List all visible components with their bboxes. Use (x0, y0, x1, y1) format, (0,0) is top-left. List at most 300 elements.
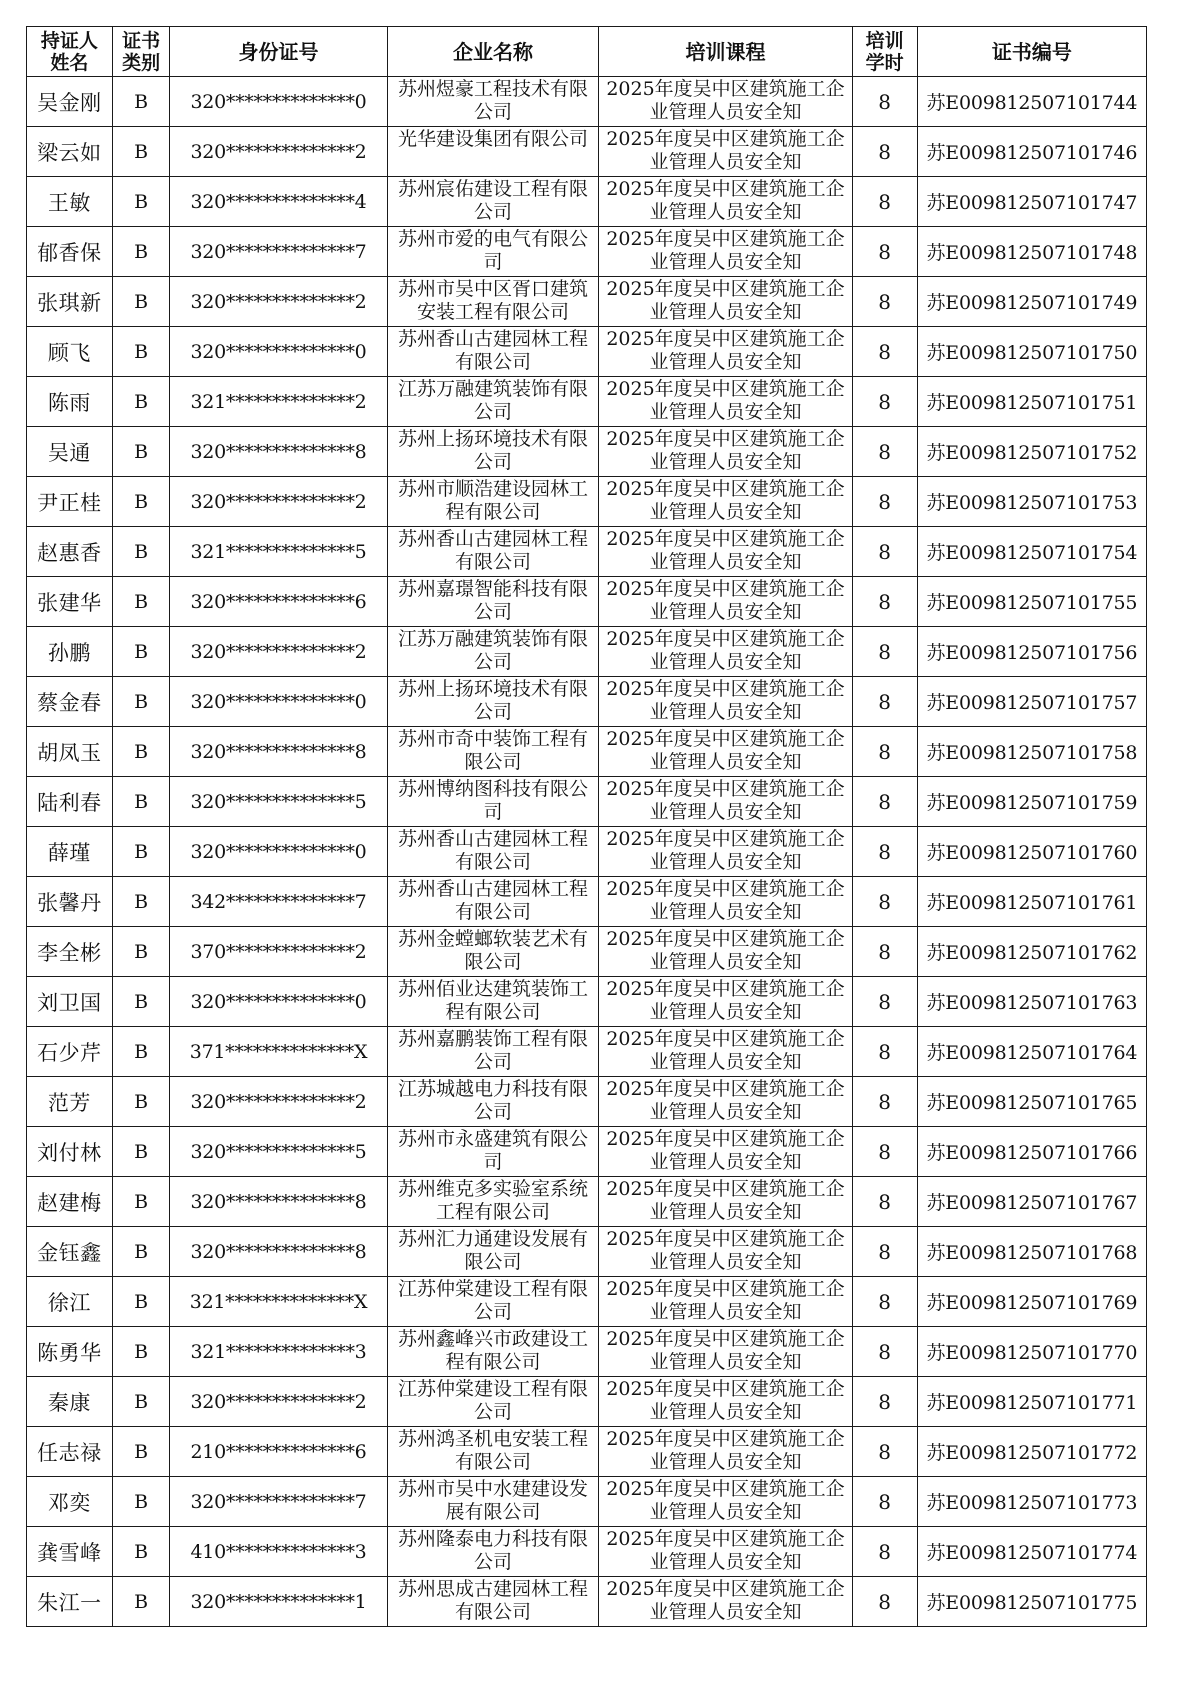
cell-training-course-text: 2025年度吴中区建筑施工企业管理人员安全知 (606, 1278, 845, 1323)
cell-training-course (599, 1527, 852, 1577)
cell-company-name-text: 苏州鑫峰兴市政建设工程有限公司 (398, 1328, 589, 1373)
cell-training-course (599, 477, 852, 527)
table-row (27, 1427, 1147, 1477)
cell-company-name-text: 苏州香山古建园林工程有限公司 (398, 328, 589, 373)
header-holder-name-line2: 姓名 (50, 51, 89, 74)
cell-training-course (599, 1027, 852, 1077)
cell-company-name (387, 1127, 599, 1177)
cell-training-course (599, 527, 852, 577)
header-id-number: 身份证号 (170, 27, 387, 77)
cell-cert-number: 苏E009812507101771 (917, 1377, 1146, 1427)
cell-training-hours: 8 (852, 527, 917, 577)
cell-cert-number: 苏E009812507101749 (917, 277, 1146, 327)
cell-cert-category: B (112, 227, 170, 277)
cell-holder-name: 梁云如 (27, 127, 113, 177)
cell-holder-name: 王敏 (27, 177, 113, 227)
cell-cert-number: 苏E009812507101768 (917, 1227, 1146, 1277)
cell-training-hours: 8 (852, 427, 917, 477)
cell-holder-name: 吴通 (27, 427, 113, 477)
cell-training-course-text: 2025年度吴中区建筑施工企业管理人员安全知 (606, 478, 845, 523)
cell-training-course (599, 927, 852, 977)
cell-cert-category: B (112, 327, 170, 377)
cell-id-number: 320**************7 (170, 1477, 387, 1527)
cell-id-number: 320**************5 (170, 777, 387, 827)
cell-holder-name: 郁香保 (27, 227, 113, 277)
table-row (27, 627, 1147, 677)
cell-training-course (599, 1577, 852, 1627)
cell-company-name (387, 1277, 599, 1327)
cell-company-name-text: 苏州鸿圣机电安装工程有限公司 (398, 1428, 589, 1473)
cell-cert-category: B (112, 527, 170, 577)
cell-id-number: 321**************3 (170, 1327, 387, 1377)
cell-id-number: 320**************5 (170, 1127, 387, 1177)
table-row (27, 977, 1147, 1027)
table-body (27, 77, 1147, 1627)
cell-holder-name: 陈雨 (27, 377, 113, 427)
cell-training-hours: 8 (852, 577, 917, 627)
cell-cert-category: B (112, 977, 170, 1027)
cell-cert-category: B (112, 127, 170, 177)
cell-company-name-text: 苏州思成古建园林工程有限公司 (398, 1578, 589, 1623)
table-row (27, 1077, 1147, 1127)
cell-training-course-text: 2025年度吴中区建筑施工企业管理人员安全知 (606, 1028, 845, 1073)
cell-cert-category: B (112, 677, 170, 727)
cell-cert-category: B (112, 177, 170, 227)
cell-training-course (599, 1477, 852, 1527)
cell-training-course (599, 727, 852, 777)
cell-company-name (387, 727, 599, 777)
header-holder-name (27, 27, 113, 77)
cell-cert-category: B (112, 777, 170, 827)
certificate-table-sheet (26, 26, 1147, 1627)
cell-cert-number: 苏E009812507101757 (917, 677, 1146, 727)
header-cert-category-line2: 类别 (122, 51, 161, 74)
cell-cert-category: B (112, 627, 170, 677)
cell-training-hours: 8 (852, 1177, 917, 1227)
cell-holder-name: 邓奕 (27, 1477, 113, 1527)
cell-training-course-text: 2025年度吴中区建筑施工企业管理人员安全知 (606, 1328, 845, 1373)
cell-company-name-text: 苏州市吴中水建建设发展有限公司 (398, 1478, 589, 1523)
header-training-course: 培训课程 (599, 27, 852, 77)
cell-holder-name: 朱江一 (27, 1577, 113, 1627)
cell-cert-number: 苏E009812507101762 (917, 927, 1146, 977)
cell-cert-category: B (112, 877, 170, 927)
cell-training-course (599, 1177, 852, 1227)
cell-training-course-text: 2025年度吴中区建筑施工企业管理人员安全知 (606, 628, 845, 673)
table-row (27, 877, 1147, 927)
cell-company-name-text: 苏州宸佑建设工程有限公司 (398, 178, 589, 223)
cell-company-name (387, 527, 599, 577)
cell-cert-number: 苏E009812507101748 (917, 227, 1146, 277)
cell-id-number: 320**************8 (170, 427, 387, 477)
cell-training-hours: 8 (852, 727, 917, 777)
cell-cert-category: B (112, 1577, 170, 1627)
cell-cert-category: B (112, 1077, 170, 1127)
cell-training-course (599, 1077, 852, 1127)
cell-training-course-text: 2025年度吴中区建筑施工企业管理人员安全知 (606, 328, 845, 373)
header-cert-category (112, 27, 170, 77)
cell-company-name-text: 苏州博纳图科技有限公司 (398, 778, 589, 823)
cell-training-course (599, 227, 852, 277)
header-row (27, 27, 1147, 77)
cell-id-number: 320**************0 (170, 327, 387, 377)
cell-training-hours: 8 (852, 827, 917, 877)
cell-training-hours: 8 (852, 1027, 917, 1077)
cell-company-name-text: 苏州香山古建园林工程有限公司 (398, 528, 589, 573)
cell-cert-category: B (112, 1177, 170, 1227)
header-cert-number: 证书编号 (917, 27, 1146, 77)
cell-company-name-text: 苏州汇力通建设发展有限公司 (398, 1228, 589, 1273)
cell-cert-category: B (112, 1527, 170, 1577)
cell-cert-number: 苏E009812507101751 (917, 377, 1146, 427)
cell-holder-name: 陆利春 (27, 777, 113, 827)
table-row (27, 777, 1147, 827)
cell-id-number: 320**************2 (170, 1077, 387, 1127)
cell-training-hours: 8 (852, 477, 917, 527)
cell-id-number: 320**************8 (170, 727, 387, 777)
table-row (27, 577, 1147, 627)
cell-training-course-text: 2025年度吴中区建筑施工企业管理人员安全知 (606, 578, 845, 623)
cell-id-number: 320**************2 (170, 477, 387, 527)
cell-training-course-text: 2025年度吴中区建筑施工企业管理人员安全知 (606, 178, 845, 223)
table-row (27, 527, 1147, 577)
cell-cert-number: 苏E009812507101750 (917, 327, 1146, 377)
cell-cert-number: 苏E009812507101755 (917, 577, 1146, 627)
cell-training-hours: 8 (852, 977, 917, 1027)
cell-company-name-text: 江苏万融建筑装饰有限公司 (398, 378, 589, 423)
table-row (27, 327, 1147, 377)
cell-training-course (599, 177, 852, 227)
cell-company-name-text: 光华建设集团有限公司 (398, 128, 589, 150)
table-row (27, 1227, 1147, 1277)
cell-holder-name: 张馨丹 (27, 877, 113, 927)
cell-training-course (599, 1327, 852, 1377)
cell-cert-category: B (112, 727, 170, 777)
cell-training-hours: 8 (852, 677, 917, 727)
cell-company-name-text: 江苏万融建筑装饰有限公司 (398, 628, 589, 673)
cell-training-hours: 8 (852, 1527, 917, 1577)
cell-cert-number: 苏E009812507101773 (917, 1477, 1146, 1527)
cell-company-name (387, 1527, 599, 1577)
header-training-hours-line1: 培训 (865, 29, 904, 52)
cell-cert-number: 苏E009812507101772 (917, 1427, 1146, 1477)
cell-training-hours: 8 (852, 1477, 917, 1527)
cell-cert-category: B (112, 427, 170, 477)
cell-cert-number: 苏E009812507101775 (917, 1577, 1146, 1627)
table-row (27, 1027, 1147, 1077)
table-row (27, 427, 1147, 477)
cell-training-course (599, 1227, 852, 1277)
cell-company-name-text: 苏州市爱的电气有限公司 (398, 228, 589, 273)
cell-cert-category: B (112, 77, 170, 127)
table-row (27, 177, 1147, 227)
cell-training-hours: 8 (852, 1127, 917, 1177)
cell-training-course (599, 77, 852, 127)
cell-cert-category: B (112, 1327, 170, 1377)
cell-id-number: 320**************2 (170, 627, 387, 677)
cell-company-name (387, 677, 599, 727)
cell-training-hours: 8 (852, 127, 917, 177)
certificate-table (26, 26, 1147, 1627)
cell-training-hours: 8 (852, 877, 917, 927)
cell-training-course-text: 2025年度吴中区建筑施工企业管理人员安全知 (606, 1428, 845, 1473)
cell-holder-name: 赵惠香 (27, 527, 113, 577)
table-row (27, 1477, 1147, 1527)
cell-holder-name: 顾飞 (27, 327, 113, 377)
cell-company-name (387, 577, 599, 627)
cell-cert-number: 苏E009812507101758 (917, 727, 1146, 777)
cell-training-course-text: 2025年度吴中区建筑施工企业管理人员安全知 (606, 828, 845, 873)
cell-training-course (599, 127, 852, 177)
cell-training-course-text: 2025年度吴中区建筑施工企业管理人员安全知 (606, 128, 845, 173)
cell-company-name-text: 苏州嘉鹏装饰工程有限公司 (398, 1028, 589, 1073)
cell-id-number: 321**************X (170, 1277, 387, 1327)
cell-training-hours: 8 (852, 1227, 917, 1277)
cell-cert-category: B (112, 377, 170, 427)
cell-training-course (599, 377, 852, 427)
cell-cert-category: B (112, 1027, 170, 1077)
cell-cert-number: 苏E009812507101765 (917, 1077, 1146, 1127)
cell-company-name (387, 327, 599, 377)
cell-training-course-text: 2025年度吴中区建筑施工企业管理人员安全知 (606, 278, 845, 323)
cell-training-course-text: 2025年度吴中区建筑施工企业管理人员安全知 (606, 1378, 845, 1423)
cell-holder-name: 赵建梅 (27, 1177, 113, 1227)
cell-holder-name: 徐江 (27, 1277, 113, 1327)
cell-training-course-text: 2025年度吴中区建筑施工企业管理人员安全知 (606, 1228, 845, 1273)
cell-training-hours: 8 (852, 377, 917, 427)
table-row (27, 77, 1147, 127)
header-cert-category-line1: 证书 (122, 29, 161, 52)
cell-training-course (599, 577, 852, 627)
cell-company-name (387, 1577, 599, 1627)
cell-company-name-text: 苏州佰业达建筑装饰工程有限公司 (398, 978, 589, 1023)
cell-holder-name: 任志禄 (27, 1427, 113, 1477)
cell-holder-name: 尹正桂 (27, 477, 113, 527)
cell-cert-number: 苏E009812507101770 (917, 1327, 1146, 1377)
cell-training-course-text: 2025年度吴中区建筑施工企业管理人员安全知 (606, 1128, 845, 1173)
table-row (27, 927, 1147, 977)
cell-training-course-text: 2025年度吴中区建筑施工企业管理人员安全知 (606, 878, 845, 923)
cell-company-name (387, 1377, 599, 1427)
cell-cert-number: 苏E009812507101761 (917, 877, 1146, 927)
table-row (27, 677, 1147, 727)
cell-id-number: 320**************6 (170, 577, 387, 627)
cell-training-course-text: 2025年度吴中区建筑施工企业管理人员安全知 (606, 228, 845, 273)
cell-company-name-text: 苏州市奇中装饰工程有限公司 (398, 728, 589, 773)
cell-company-name-text: 苏州香山古建园林工程有限公司 (398, 878, 589, 923)
table-row (27, 1377, 1147, 1427)
cell-company-name (387, 1477, 599, 1527)
header-holder-name-line1: 持证人 (40, 29, 98, 52)
cell-holder-name: 蔡金春 (27, 677, 113, 727)
cell-company-name (387, 827, 599, 877)
cell-training-course (599, 877, 852, 927)
cell-holder-name: 秦康 (27, 1377, 113, 1427)
cell-training-hours: 8 (852, 927, 917, 977)
cell-company-name-text: 苏州市吴中区胥口建筑安装工程有限公司 (398, 278, 589, 323)
cell-cert-category: B (112, 577, 170, 627)
cell-cert-category: B (112, 1127, 170, 1177)
cell-id-number: 370**************2 (170, 927, 387, 977)
cell-id-number: 320**************0 (170, 827, 387, 877)
cell-company-name (387, 177, 599, 227)
table-row (27, 1577, 1147, 1627)
cell-company-name-text: 苏州金螳螂软装艺术有限公司 (398, 928, 589, 973)
cell-company-name-text: 江苏城越电力科技有限公司 (398, 1078, 589, 1123)
cell-training-course-text: 2025年度吴中区建筑施工企业管理人员安全知 (606, 1578, 845, 1623)
cell-holder-name: 吴金刚 (27, 77, 113, 127)
cell-cert-category: B (112, 1427, 170, 1477)
cell-company-name (387, 627, 599, 677)
cell-training-course-text: 2025年度吴中区建筑施工企业管理人员安全知 (606, 528, 845, 573)
cell-company-name (387, 1327, 599, 1377)
table-header (27, 27, 1147, 77)
cell-company-name (387, 1227, 599, 1277)
cell-id-number: 320**************2 (170, 277, 387, 327)
cell-company-name-text: 苏州市顺浩建设园林工程有限公司 (398, 478, 589, 523)
cell-training-hours: 8 (852, 277, 917, 327)
cell-cert-number: 苏E009812507101754 (917, 527, 1146, 577)
cell-holder-name: 刘付林 (27, 1127, 113, 1177)
cell-cert-number: 苏E009812507101760 (917, 827, 1146, 877)
cell-training-course (599, 327, 852, 377)
cell-id-number: 320**************2 (170, 127, 387, 177)
cell-company-name (387, 427, 599, 477)
cell-company-name (387, 77, 599, 127)
cell-training-hours: 8 (852, 1377, 917, 1427)
cell-id-number: 371**************X (170, 1027, 387, 1077)
cell-training-hours: 8 (852, 1577, 917, 1627)
cell-training-hours: 8 (852, 777, 917, 827)
table-row (27, 277, 1147, 327)
cell-cert-category: B (112, 927, 170, 977)
cell-company-name-text: 苏州嘉璟智能科技有限公司 (398, 578, 589, 623)
cell-training-course (599, 1427, 852, 1477)
cell-cert-number: 苏E009812507101747 (917, 177, 1146, 227)
cell-company-name-text: 苏州煜豪工程技术有限公司 (398, 78, 589, 123)
cell-training-course-text: 2025年度吴中区建筑施工企业管理人员安全知 (606, 1528, 845, 1573)
cell-cert-category: B (112, 1227, 170, 1277)
cell-training-hours: 8 (852, 227, 917, 277)
cell-cert-number: 苏E009812507101753 (917, 477, 1146, 527)
cell-cert-number: 苏E009812507101746 (917, 127, 1146, 177)
cell-company-name-text: 苏州上扬环境技术有限公司 (398, 428, 589, 473)
cell-id-number: 320**************2 (170, 1377, 387, 1427)
cell-training-course-text: 2025年度吴中区建筑施工企业管理人员安全知 (606, 428, 845, 473)
table-row (27, 227, 1147, 277)
cell-company-name (387, 1077, 599, 1127)
cell-training-course (599, 777, 852, 827)
cell-id-number: 320**************4 (170, 177, 387, 227)
cell-holder-name: 孙鹏 (27, 627, 113, 677)
cell-holder-name: 刘卫国 (27, 977, 113, 1027)
cell-cert-number: 苏E009812507101774 (917, 1527, 1146, 1577)
cell-training-course-text: 2025年度吴中区建筑施工企业管理人员安全知 (606, 1078, 845, 1123)
cell-training-course-text: 2025年度吴中区建筑施工企业管理人员安全知 (606, 78, 845, 123)
cell-company-name (387, 1427, 599, 1477)
table-row (27, 477, 1147, 527)
cell-training-course (599, 1127, 852, 1177)
table-row (27, 1277, 1147, 1327)
cell-training-course-text: 2025年度吴中区建筑施工企业管理人员安全知 (606, 978, 845, 1023)
table-row (27, 1127, 1147, 1177)
table-row (27, 377, 1147, 427)
cell-training-course (599, 827, 852, 877)
cell-cert-category: B (112, 1377, 170, 1427)
cell-id-number: 320**************0 (170, 977, 387, 1027)
cell-training-hours: 8 (852, 1277, 917, 1327)
cell-training-course (599, 977, 852, 1027)
cell-cert-number: 苏E009812507101744 (917, 77, 1146, 127)
cell-cert-category: B (112, 1477, 170, 1527)
cell-company-name (387, 977, 599, 1027)
cell-training-course (599, 427, 852, 477)
cell-company-name (387, 227, 599, 277)
cell-company-name (387, 777, 599, 827)
cell-company-name (387, 127, 599, 177)
cell-training-course (599, 627, 852, 677)
cell-company-name (387, 377, 599, 427)
cell-cert-number: 苏E009812507101763 (917, 977, 1146, 1027)
cell-training-course-text: 2025年度吴中区建筑施工企业管理人员安全知 (606, 728, 845, 773)
table-row (27, 1527, 1147, 1577)
header-training-hours (852, 27, 917, 77)
cell-cert-number: 苏E009812507101769 (917, 1277, 1146, 1327)
cell-cert-number: 苏E009812507101766 (917, 1127, 1146, 1177)
cell-holder-name: 张琪新 (27, 277, 113, 327)
cell-training-course-text: 2025年度吴中区建筑施工企业管理人员安全知 (606, 778, 845, 823)
cell-id-number: 320**************8 (170, 1177, 387, 1227)
cell-company-name-text: 苏州维克多实验室系统工程有限公司 (398, 1178, 589, 1223)
cell-holder-name: 李全彬 (27, 927, 113, 977)
cell-training-hours: 8 (852, 1327, 917, 1377)
cell-training-hours: 8 (852, 1427, 917, 1477)
cell-id-number: 320**************0 (170, 77, 387, 127)
cell-training-hours: 8 (852, 627, 917, 677)
cell-company-name-text: 苏州上扬环境技术有限公司 (398, 678, 589, 723)
cell-holder-name: 石少芹 (27, 1027, 113, 1077)
cell-holder-name: 范芳 (27, 1077, 113, 1127)
cell-cert-category: B (112, 827, 170, 877)
cell-id-number: 342**************7 (170, 877, 387, 927)
cell-company-name (387, 877, 599, 927)
cell-training-course (599, 277, 852, 327)
cell-cert-category: B (112, 277, 170, 327)
cell-training-course-text: 2025年度吴中区建筑施工企业管理人员安全知 (606, 378, 845, 423)
cell-holder-name: 薛瑾 (27, 827, 113, 877)
table-row (27, 1177, 1147, 1227)
cell-company-name-text: 江苏仲棠建设工程有限公司 (398, 1378, 589, 1423)
cell-id-number: 210**************6 (170, 1427, 387, 1477)
cell-id-number: 320**************0 (170, 677, 387, 727)
cell-company-name-text: 苏州隆泰电力科技有限公司 (398, 1528, 589, 1573)
header-company-name: 企业名称 (387, 27, 599, 77)
cell-company-name (387, 477, 599, 527)
cell-training-hours: 8 (852, 77, 917, 127)
header-training-hours-line2: 学时 (865, 51, 904, 74)
cell-training-course (599, 1377, 852, 1427)
cell-company-name (387, 277, 599, 327)
cell-company-name (387, 1177, 599, 1227)
table-row (27, 127, 1147, 177)
cell-company-name (387, 1027, 599, 1077)
cell-id-number: 321**************2 (170, 377, 387, 427)
cell-cert-category: B (112, 477, 170, 527)
cell-company-name-text: 江苏仲棠建设工程有限公司 (398, 1278, 589, 1323)
cell-holder-name: 胡凤玉 (27, 727, 113, 777)
table-row (27, 1327, 1147, 1377)
cell-id-number: 320**************8 (170, 1227, 387, 1277)
